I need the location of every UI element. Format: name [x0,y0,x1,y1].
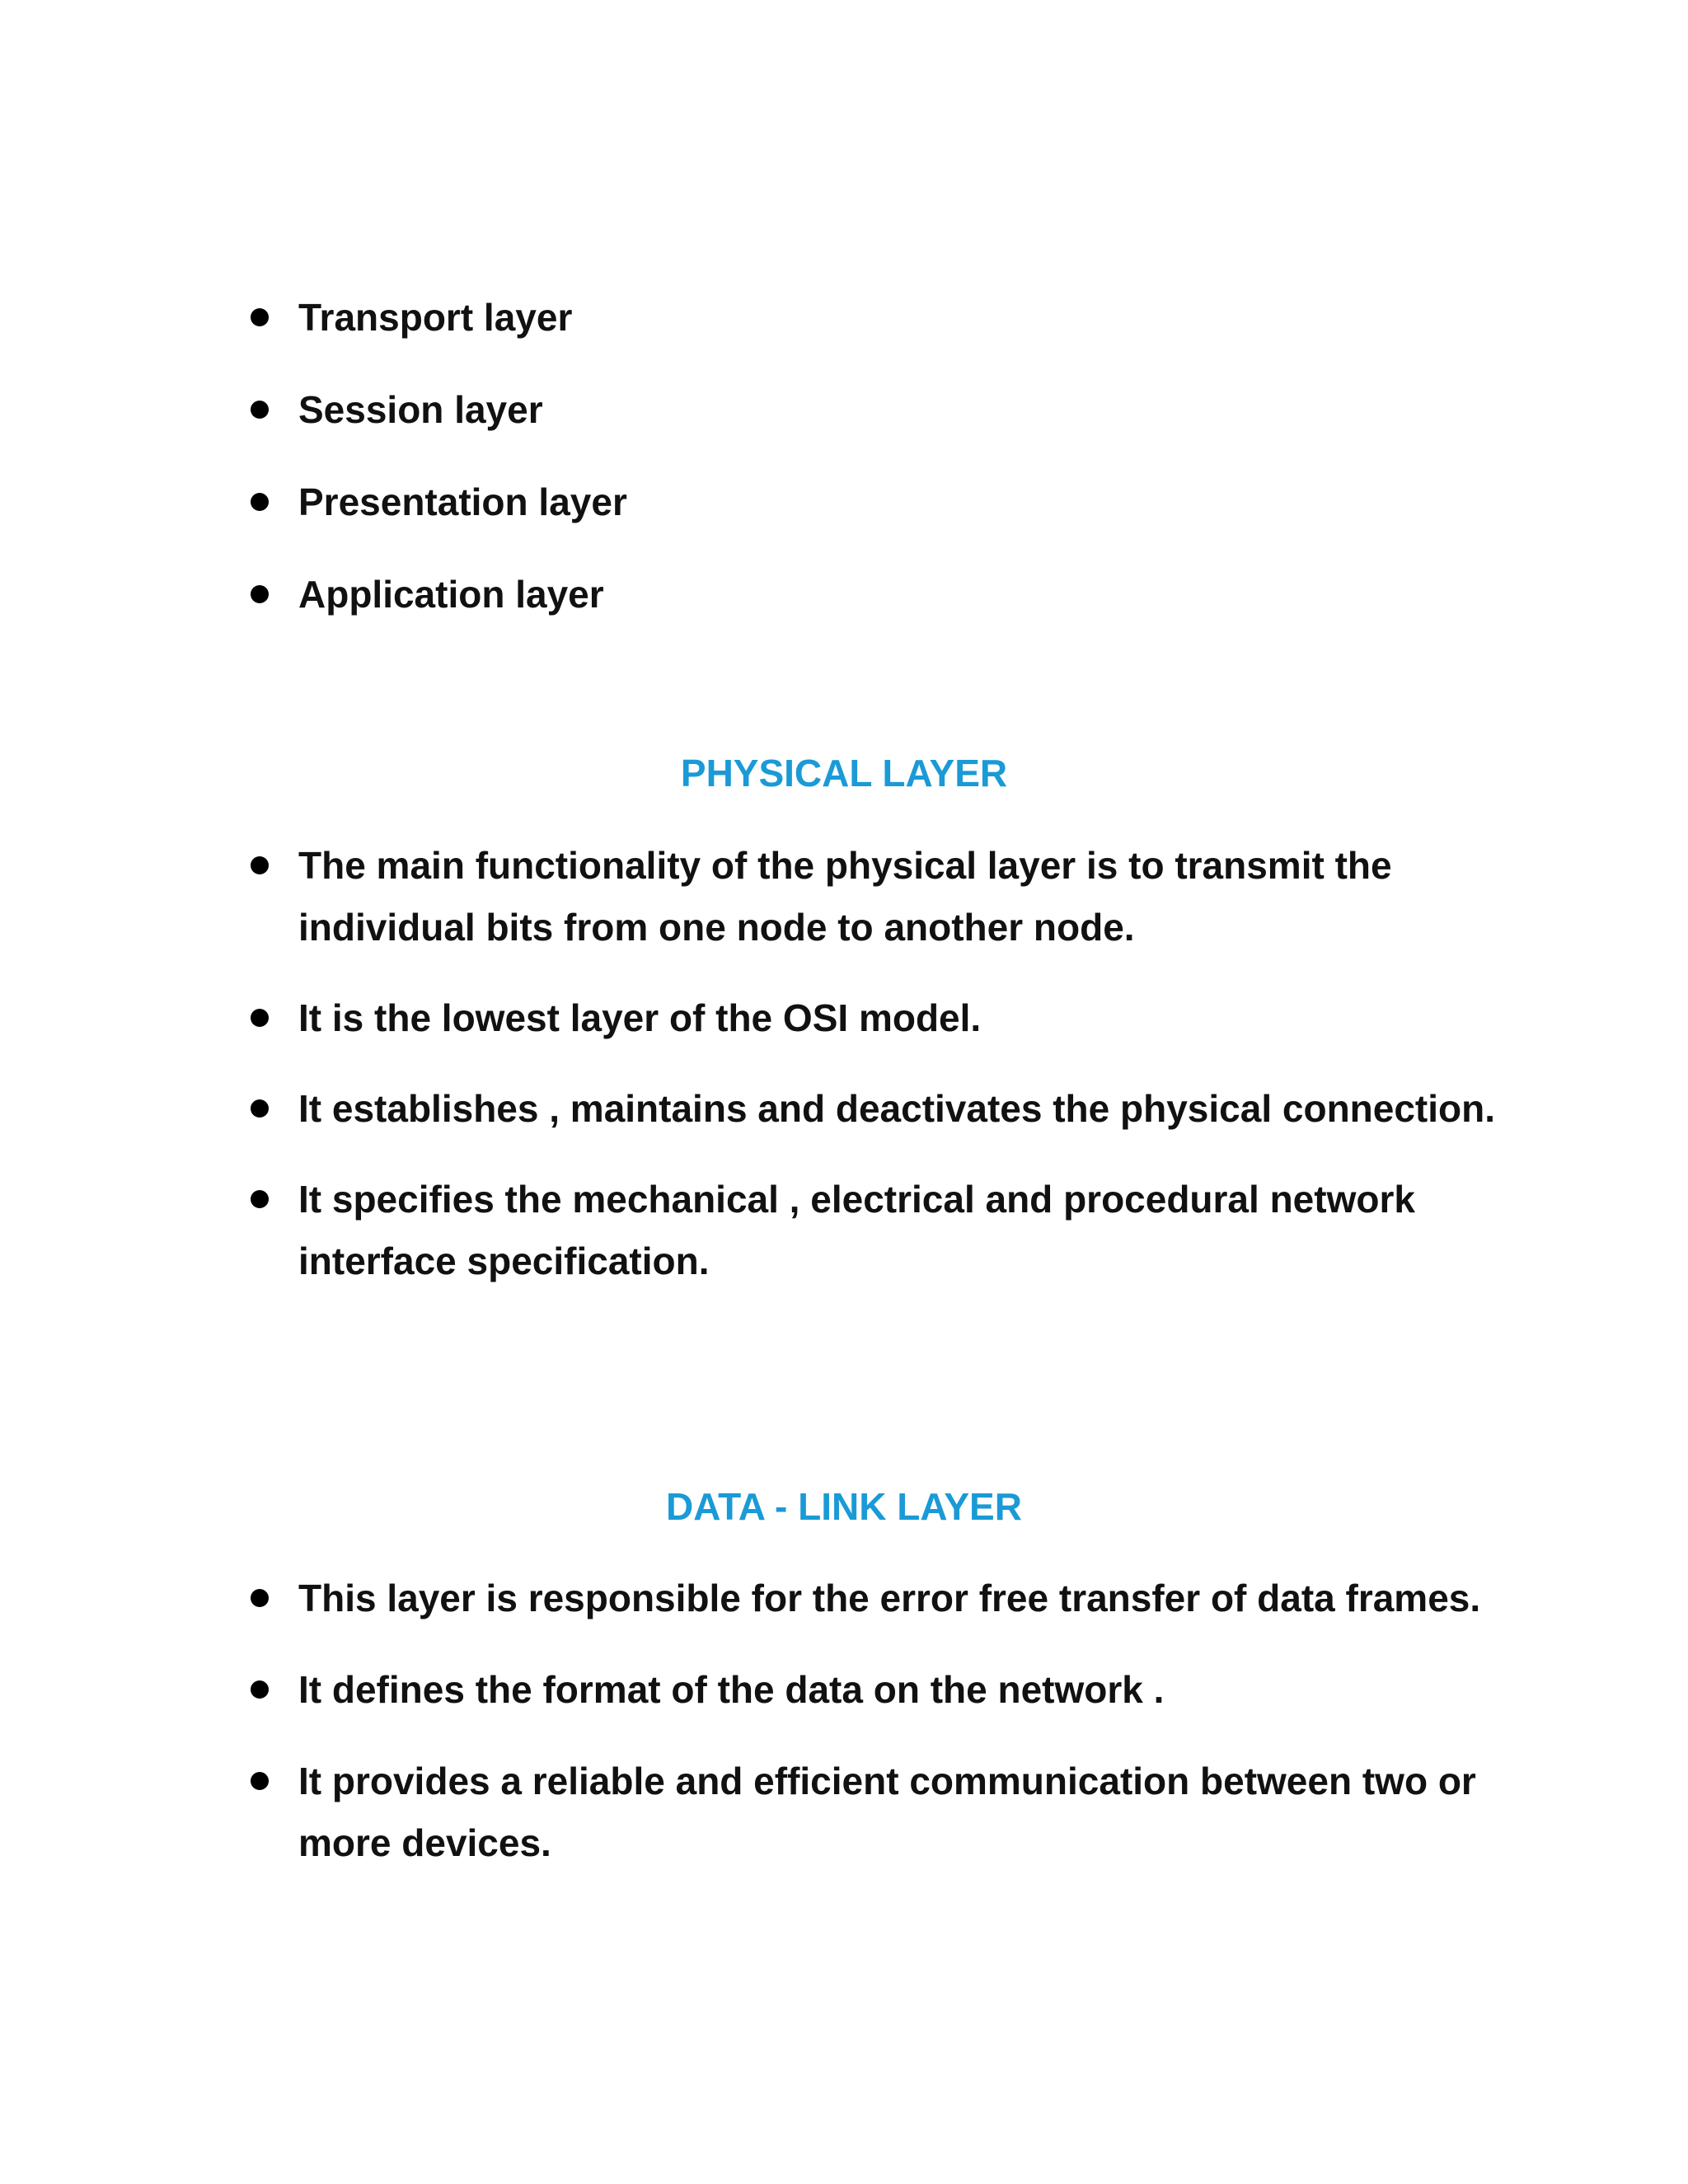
list-item-text: Session layer [298,388,543,431]
list-item-text: It defines the format of the data on the network . [298,1668,1165,1711]
bullet-icon [251,1589,269,1607]
list-item [0,1568,1688,1629]
bullet-icon [251,1190,269,1208]
list-item-text: It provides a reliable and efficient communication between two or more devices. [298,1760,1476,1864]
list-item-text: Application layer [298,573,604,616]
list-item [0,835,1688,958]
section-heading-datalink: DATA - LINK LAYER [666,1485,1022,1528]
bullet-icon [251,308,269,326]
list-item [0,287,1688,349]
list-item-text: The main functionality of the physical layer is to transmit the individual bits from one node to another node. [298,844,1392,949]
list-item [0,471,1688,533]
bullet-icon [251,856,269,874]
list-item-text: Transport layer [298,296,573,339]
list-item [0,564,1688,626]
list-item [0,1169,1688,1292]
list-item-text: It specifies the mechanical , electrical and procedural network interface specification. [298,1178,1415,1282]
list-item [0,1750,1688,1874]
datalink-layer-points [0,1568,1688,1874]
list-item [0,1078,1688,1140]
bullet-icon [251,585,269,603]
bullet-icon [251,401,269,419]
bullet-icon [251,1680,269,1699]
list-item-text: It establishes , maintains and deactivates the physical connection. [298,1087,1496,1130]
bullet-icon [251,1099,269,1118]
list-item [0,379,1688,441]
list-item-text: This layer is responsible for the error free transfer of data frames. [298,1577,1481,1619]
list-item-text: It is the lowest layer of the OSI model. [298,996,982,1039]
list-item [0,1659,1688,1721]
bullet-icon [251,493,269,511]
bullet-icon [251,1009,269,1027]
list-item [0,987,1688,1049]
physical-layer-points [0,835,1688,1292]
section-heading-physical: PHYSICAL LAYER [680,752,1008,794]
list-item-text: Presentation layer [298,480,627,523]
layers-list [0,287,1688,626]
bullet-icon [251,1772,269,1790]
